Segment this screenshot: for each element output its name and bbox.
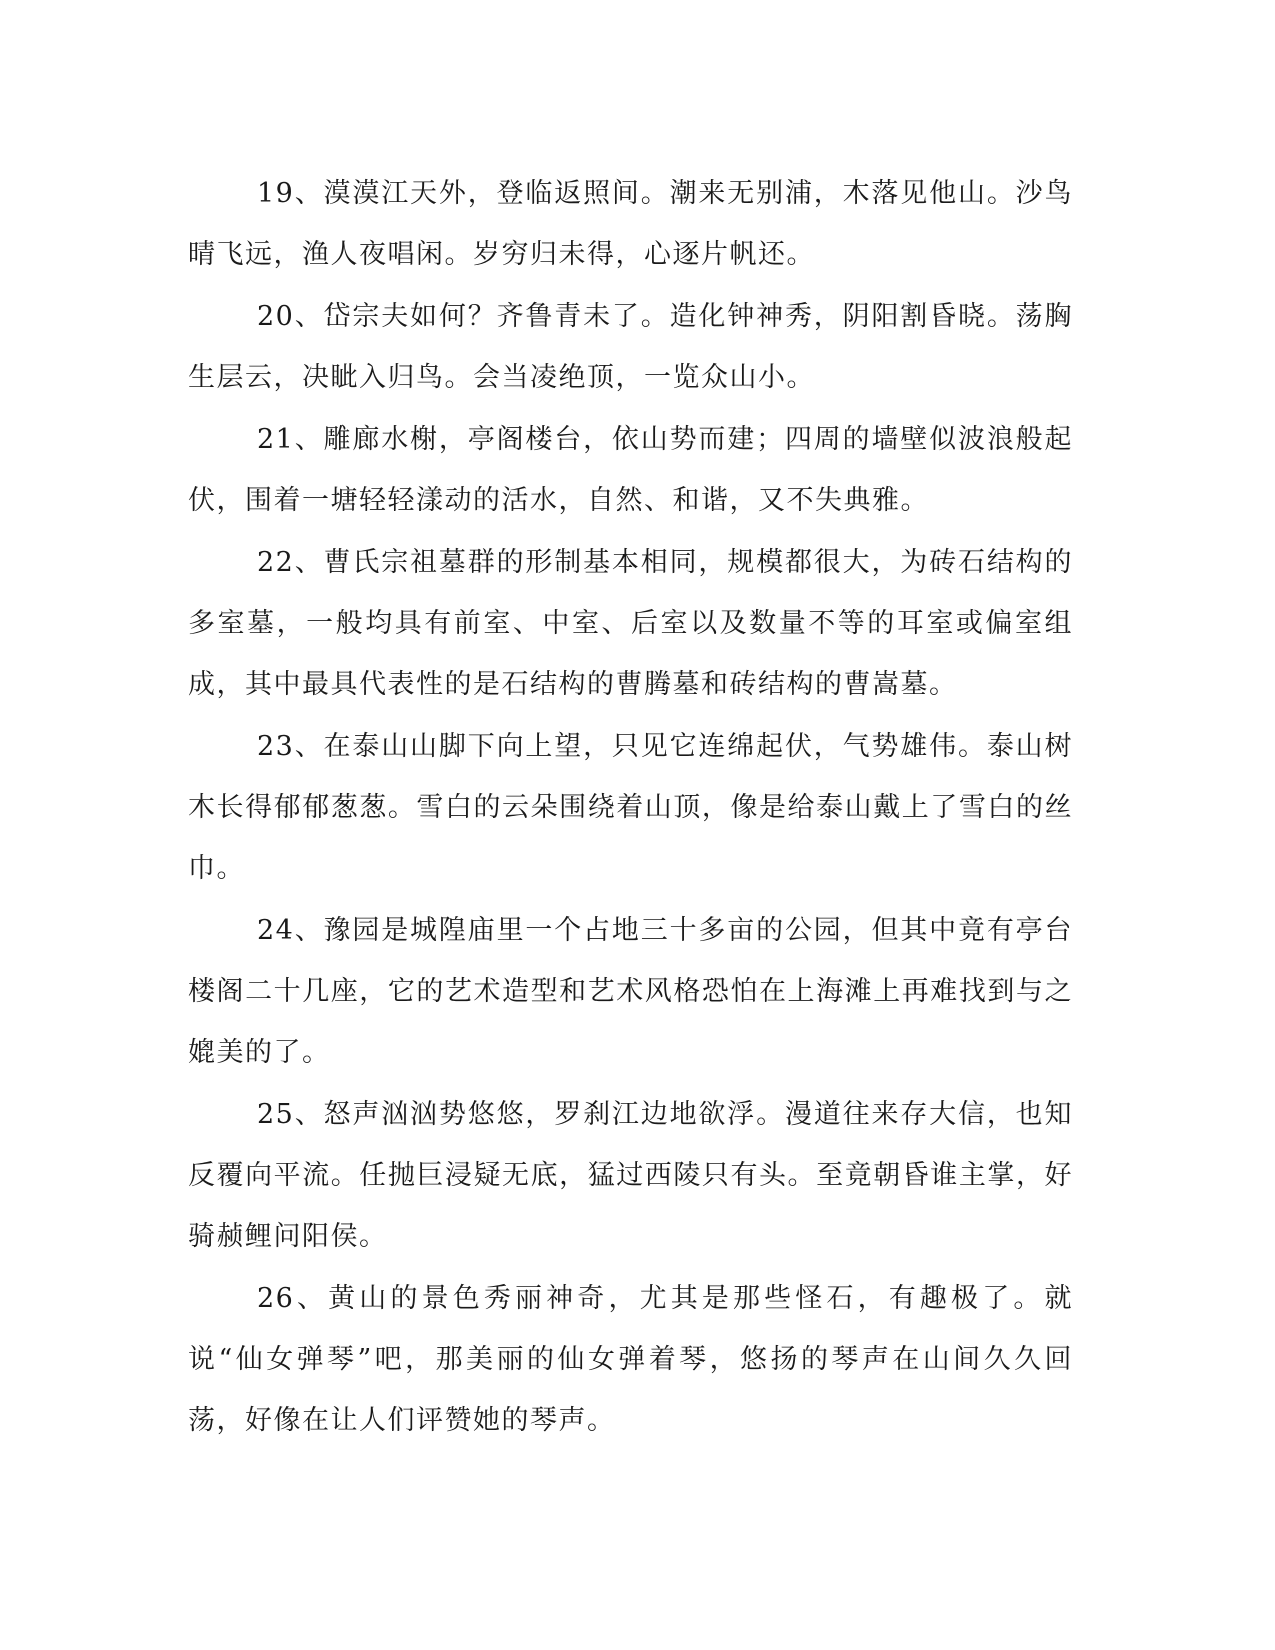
- paragraph-23: 23、在泰山山脚下向上望，只见它连绵起伏，气势雄伟。泰山树木长得郁郁葱葱。雪白的云朵围绕着山顶，像是给泰山戴上了雪白的丝巾。: [188, 731, 1073, 884]
- paragraph-24: 24、豫园是城隍庙里一个占地三十多亩的公园，但其中竟有亭台楼阁二十几座，它的艺术造型和艺术风格恐怕在上海滩上再难找到与之媲美的了。: [188, 915, 1073, 1068]
- document-body: [188, 163, 1073, 1452]
- paragraph-25: 25、怒声汹汹势悠悠，罗刹江边地欲浮。漫道往来存大信，也知反覆向平流。任抛巨浸疑无底，猛过西陵只有头。至竟朝昏谁主掌，好骑赪鲤问阳侯。: [188, 1099, 1073, 1252]
- paragraph-20: 20、岱宗夫如何？齐鲁青未了。造化钟神秀，阴阳割昏晓。荡胸生层云，决眦入归鸟。会当凌绝顶，一览众山小。: [188, 301, 1073, 393]
- paragraph-19: 19、漠漠江天外，登临返照间。潮来无别浦，木落见他山。沙鸟晴飞远，渔人夜唱闲。岁穷归未得，心逐片帆还。: [188, 178, 1073, 270]
- paragraph-26: 26、黄山的景色秀丽神奇，尤其是那些怪石，有趣极了。就说“仙女弹琴”吧，那美丽的仙女弹着琴，悠扬的琴声在山间久久回荡，好像在让人们评赞她的琴声。: [188, 1283, 1073, 1436]
- paragraph-21: 21、雕廊水榭，亭阁楼台，依山势而建；四周的墙壁似波浪般起伏，围着一塘轻轻漾动的活水，自然、和谐，又不失典雅。: [188, 424, 1073, 516]
- paragraph-22: 22、曹氏宗祖墓群的形制基本相同，规模都很大，为砖石结构的多室墓，一般均具有前室、中室、后室以及数量不等的耳室或偏室组成，其中最具代表性的是石结构的曹腾墓和砖结构的曹嵩墓。: [188, 547, 1073, 700]
